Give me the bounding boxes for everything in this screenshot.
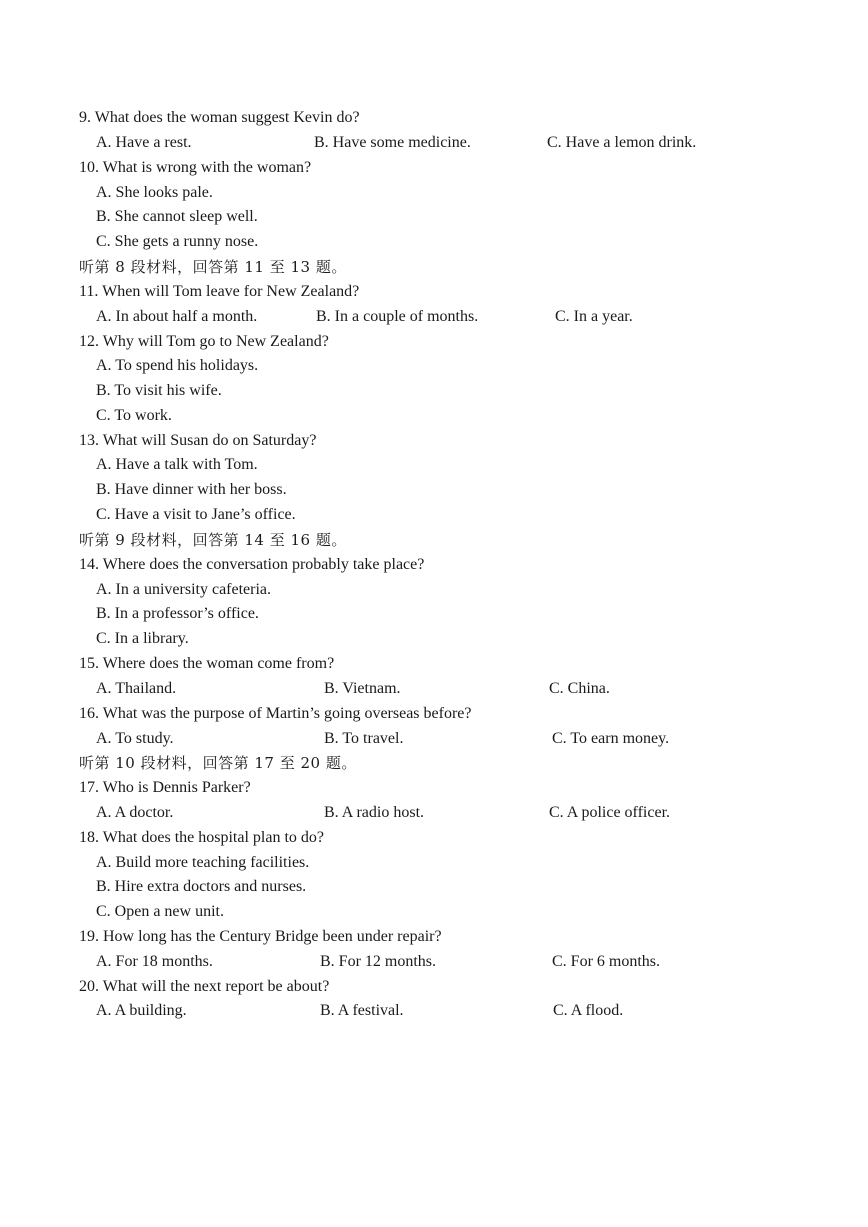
question-17-stem: 17. Who is Dennis Parker? — [79, 779, 251, 796]
section-8-instruction: 听第 8 段材料，回答第 11 至 13 题。 — [79, 258, 347, 276]
question-16-option-b: B. To travel. — [324, 730, 404, 747]
question-9-option-c: C. Have a lemon drink. — [547, 134, 697, 151]
question-10-option-a: A. She looks pale. — [96, 184, 213, 201]
question-10-stem: 10. What is wrong with the woman? — [79, 159, 312, 176]
question-17-option-a: A. A doctor. — [96, 804, 174, 821]
question-13-option-a: A. Have a talk with Tom. — [96, 456, 258, 473]
question-19-stem: 19. How long has the Century Bridge been under repair? — [79, 928, 442, 945]
question-17-option-c: C. A police officer. — [549, 804, 671, 821]
section-9-instruction: 听第 9 段材料，回答第 14 至 16 题。 — [79, 531, 347, 549]
question-14-option-a: A. In a university cafeteria. — [96, 581, 272, 598]
question-13-option-c: C. Have a visit to Jane’s office. — [96, 506, 296, 523]
question-16-option-c: C. To earn money. — [552, 730, 670, 747]
question-11-option-b: B. In a couple of months. — [316, 308, 479, 325]
question-18-option-a: A. Build more teaching facilities. — [96, 854, 310, 871]
question-15-stem: 15. Where does the woman come from? — [79, 655, 335, 672]
question-14-stem: 14. Where does the conversation probably take place? — [79, 556, 425, 573]
question-20-option-a: A. A building. — [96, 1002, 187, 1019]
question-20-stem: 20. What will the next report be about? — [79, 978, 330, 995]
question-19-option-b: B. For 12 months. — [320, 953, 437, 970]
question-17-option-b: B. A radio host. — [324, 804, 425, 821]
question-12-option-b: B. To visit his wife. — [96, 382, 222, 399]
question-19-option-c: C. For 6 months. — [552, 953, 661, 970]
question-12-option-a: A. To spend his holidays. — [96, 357, 259, 374]
question-13-stem: 13. What will Susan do on Saturday? — [79, 432, 317, 449]
question-9-stem: 9. What does the woman suggest Kevin do? — [79, 109, 360, 126]
question-14-option-b: B. In a professor’s office. — [96, 605, 259, 622]
question-16-option-a: A. To study. — [96, 730, 174, 747]
question-18-stem: 18. What does the hospital plan to do? — [79, 829, 324, 846]
question-15-option-c: C. China. — [549, 680, 610, 697]
question-10-option-b: B. She cannot sleep well. — [96, 208, 258, 225]
question-9-option-a: A. Have a rest. — [96, 134, 192, 151]
question-11-option-a: A. In about half a month. — [96, 308, 258, 325]
question-9-option-b: B. Have some medicine. — [314, 134, 471, 151]
question-18-option-c: C. Open a new unit. — [96, 903, 224, 920]
question-10-option-c: C. She gets a runny nose. — [96, 233, 259, 250]
question-19-option-a: A. For 18 months. — [96, 953, 213, 970]
question-20-option-b: B. A festival. — [320, 1002, 404, 1019]
question-16-stem: 16. What was the purpose of Martin’s going overseas before? — [79, 705, 472, 722]
question-11-option-c: C. In a year. — [555, 308, 633, 325]
question-15-option-a: A. Thailand. — [96, 680, 177, 697]
question-12-stem: 12. Why will Tom go to New Zealand? — [79, 333, 329, 350]
question-11-stem: 11. When will Tom leave for New Zealand? — [79, 283, 360, 300]
question-13-option-b: B. Have dinner with her boss. — [96, 481, 287, 498]
section-10-instruction: 听第 10 段材料，回答第 17 至 20 题。 — [79, 754, 357, 772]
question-14-option-c: C. In a library. — [96, 630, 189, 647]
question-12-option-c: C. To work. — [96, 407, 172, 424]
question-18-option-b: B. Hire extra doctors and nurses. — [96, 878, 307, 895]
question-20-option-c: C. A flood. — [553, 1002, 624, 1019]
question-15-option-b: B. Vietnam. — [324, 680, 401, 697]
